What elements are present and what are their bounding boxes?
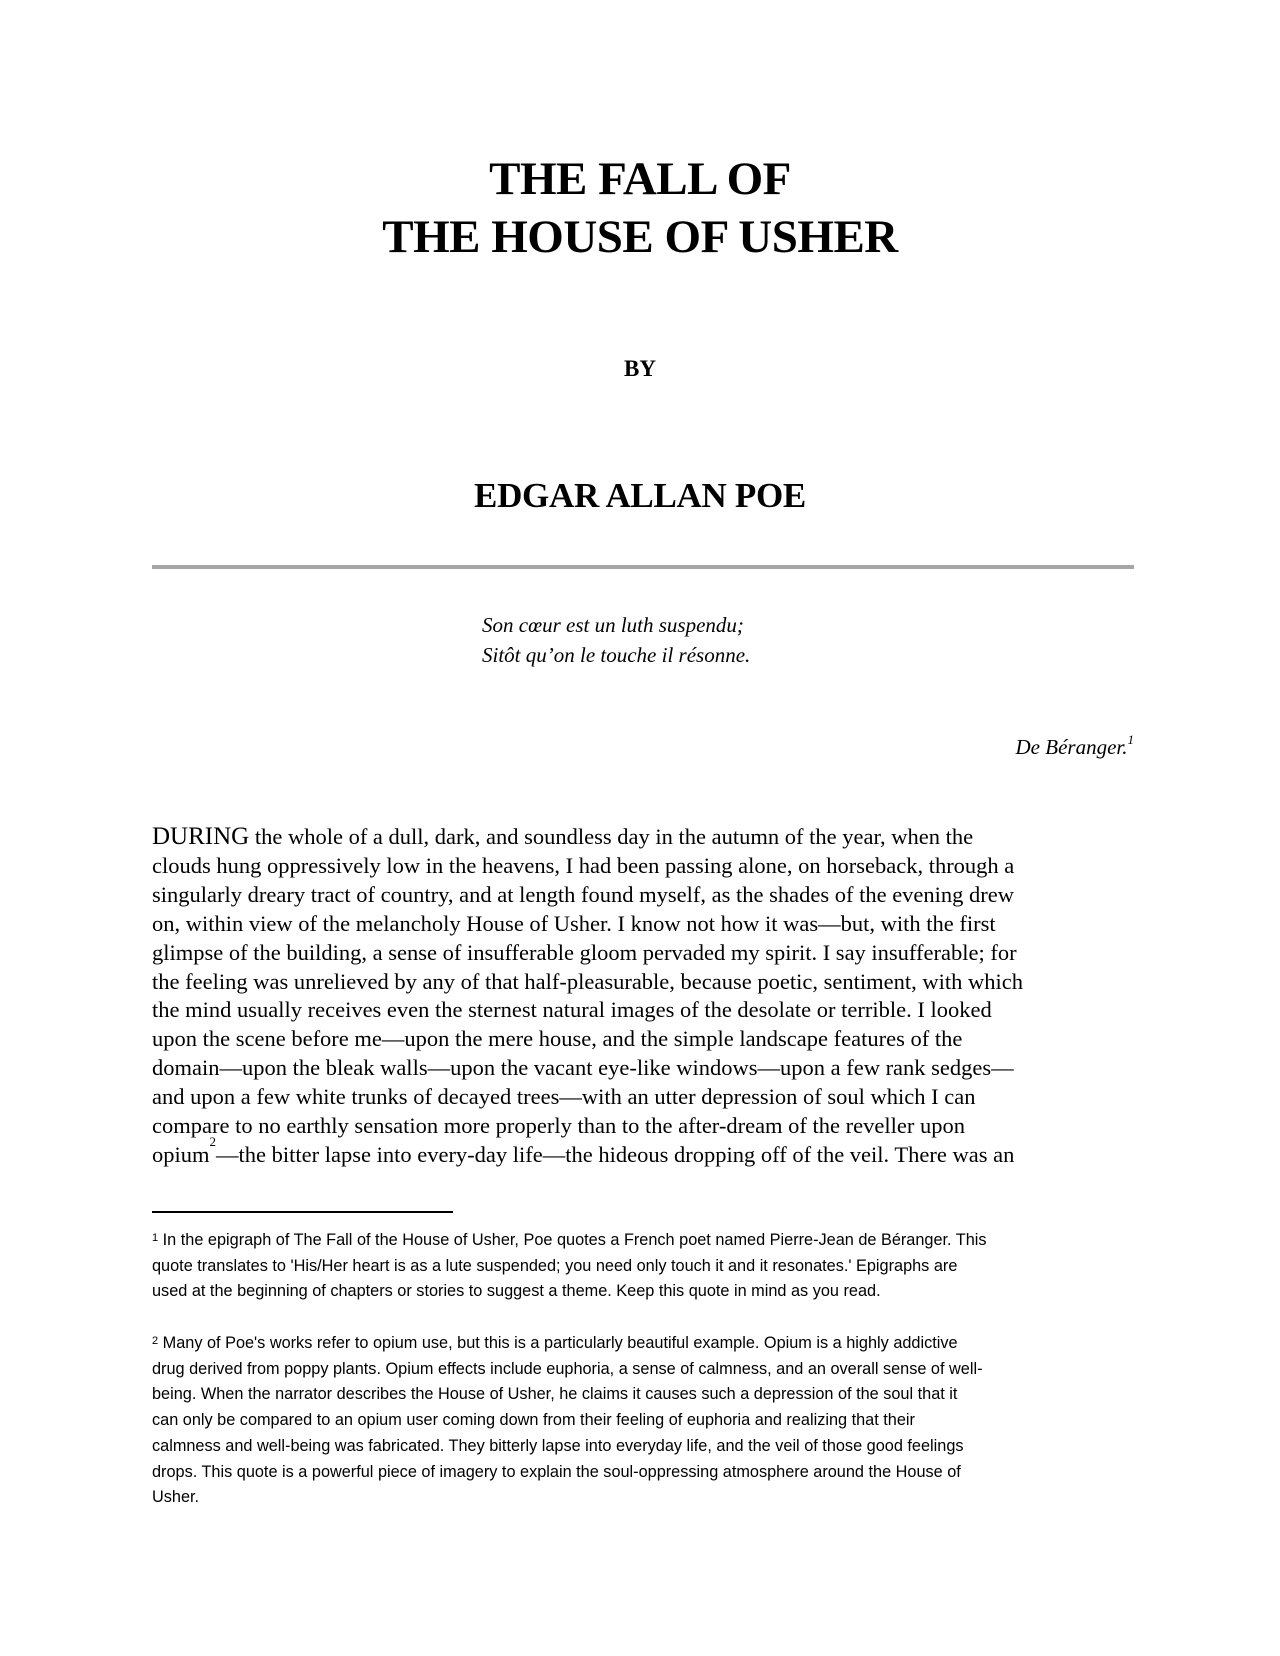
body-paragraph <box>152 823 1137 1170</box>
footnote-number: 1 <box>152 1232 159 1244</box>
body-line: domain—upon the bleak walls—upon the vacant eye-like windows—upon a few rank sedges— <box>152 1055 1014 1081</box>
dropcap-word: DURING <box>152 823 250 850</box>
footnote-line: can only be compared to an opium user coming down from their feeling of euphoria and realizing that their <box>152 1411 915 1430</box>
epigraph-line-2: Sitôt qu’on le touche il résonne. <box>482 643 751 667</box>
footnote-line: $^2$ Many of Poe's works refer to opium use, but this is a particularly beautiful example. Opium is a highly addictive <box>152 1334 958 1352</box>
footnote-number: 2 <box>152 1335 159 1347</box>
body-line: the mind usually receives even the sternest natural images of the desolate or terrible. I looked <box>152 997 992 1023</box>
footnote-line: drops. This quote is a powerful piece of imagery to explain the soul-oppressing atmosphere around the House of <box>152 1462 961 1481</box>
body-line: on, within view of the melancholy House of Usher. I know not how it was—but, with the first <box>152 910 996 936</box>
footnote-line: being. When the narrator describes the House of Usher, he claims it causes such a depression of the soul that it <box>152 1385 958 1404</box>
byline: BY <box>624 356 656 381</box>
epigraph-attribution <box>1015 732 1134 760</box>
footnote-line: $^1$ In the epigraph of The Fall of the House of Usher, Poe quotes a French poet named Pierre-Jean de Béranger. This <box>152 1231 987 1249</box>
body-line: and upon a few white trunks of decayed trees—with an utter depression of soul which I can <box>152 1084 976 1110</box>
footnote-ref-1[interactable]: 1 <box>1127 732 1134 747</box>
body-line: upon the scene before me—upon the mere house, and the simple landscape features of the <box>152 1026 963 1052</box>
footnote-line: drug derived from poppy plants. Opium effects include euphoria, a sense of calmness, and an overall sense of well- <box>152 1359 983 1378</box>
body-line: compare to no earthly sensation more properly than to the after-dream of the reveller upon <box>152 1113 965 1139</box>
epigraph <box>482 610 750 670</box>
document-title <box>0 150 1280 266</box>
footnote-line: calmness and well-being was fabricated. They bitterly lapse into everyday life, and the veil of those good feelings <box>152 1436 964 1455</box>
body-line: the feeling was unrelieved by any of that half-pleasurable, because poetic, sentiment, with which <box>152 968 1023 994</box>
body-line: glimpse of the building, a sense of insufferable gloom pervaded my spirit. I say insufferable; for <box>152 939 1017 965</box>
footnote-separator <box>152 1211 453 1213</box>
footnote-2 <box>152 1331 1137 1511</box>
footnote-line: Usher. <box>152 1488 200 1507</box>
attribution-text: De Béranger. <box>1015 735 1128 759</box>
epigraph-line-1: Son cœur est un luth suspendu; <box>482 613 744 637</box>
footnote-line: used at the beginning of chapters or stories to suggest a theme. Keep this quote in mind as you read. <box>152 1282 881 1301</box>
horizontal-rule <box>152 565 1134 569</box>
footnote-ref-2[interactable]: 2 <box>209 1133 217 1149</box>
title-line-2: THE HOUSE OF USHER <box>382 211 898 263</box>
body-line: clouds hung oppressively low in the heavens, I had been passing alone, on horseback, through a <box>152 852 1015 878</box>
title-line-1: THE FALL OF <box>489 153 791 205</box>
body-line: DURING the whole of a dull, dark, and soundless day in the autumn of the year, when the <box>152 823 974 850</box>
body-line: singularly dreary tract of country, and at length found myself, as the shades of the evening drew <box>152 881 1015 907</box>
footnote-1 <box>152 1228 1137 1305</box>
footnote-line: quote translates to 'His/Her heart is as a lute suspended; you need only touch it and it resonates.' Epigraphs are <box>152 1256 958 1275</box>
body-line: opium$^2$—the bitter lapse into every-day life—the hideous dropping off of the veil. There was an <box>152 1133 1015 1167</box>
author-name: EDGAR ALLAN POE <box>474 476 806 515</box>
